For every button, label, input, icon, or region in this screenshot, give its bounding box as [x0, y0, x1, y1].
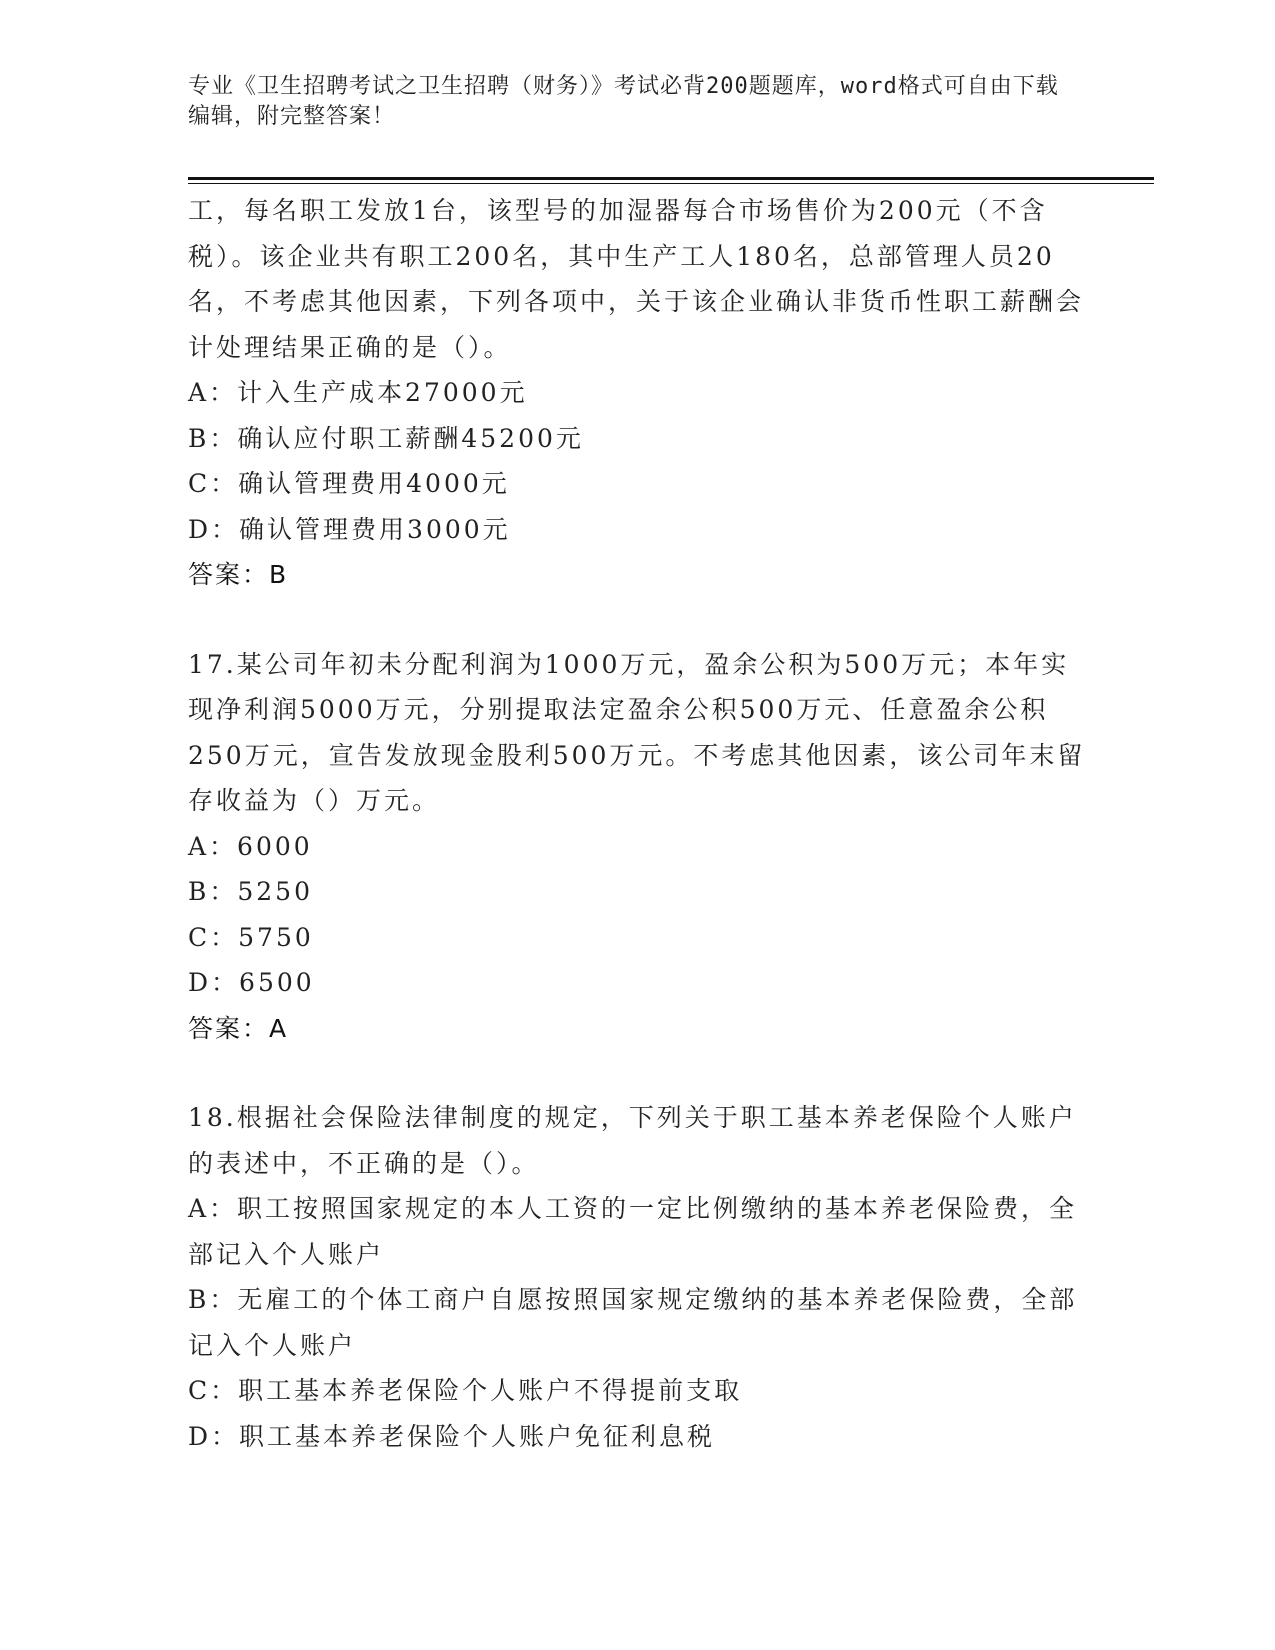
option-c: C：确认管理费用4000元 — [188, 469, 510, 498]
question-17 — [188, 642, 1088, 1052]
option-d: D：职工基本养老保险个人账户免征利息税 — [188, 1421, 716, 1451]
option-c: C：5750 — [188, 922, 314, 952]
option-b: B：5250 — [188, 877, 313, 906]
option-c: C：职工基本养老保险个人账户不得提前支取 — [188, 1376, 743, 1405]
option-b: B：无雇工的个体工商户自愿按照国家规定缴纳的基本养老保险费，全部记入个人账户 — [188, 1285, 1078, 1360]
option-d: D：6500 — [188, 968, 315, 997]
question-stem: 18.根据社会保险法律制度的规定，下列关于职工基本养老保险个人账户的表述中，不正确的是（）。 — [188, 1103, 1077, 1178]
question-16-continued — [188, 188, 1088, 598]
option-b: B：确认应付职工薪酬45200元 — [188, 423, 584, 453]
question-stem: 17.某公司年初未分配利润为1000万元，盈余公积为500万元；本年实现净利润5000万元，分别提取法定盈余公积500万元、任意盈余公积250万元，宣告发放现金股利500万元。不考虑其他因素，该公司年末留存收益为（）万元。 — [188, 649, 1086, 815]
answer-line: 答案：B — [188, 560, 289, 589]
option-a: A：6000 — [188, 831, 313, 861]
header-rule-thick — [188, 177, 1154, 180]
header-rule-thin — [188, 183, 1154, 184]
document-header: 专业《卫生招聘考试之卫生招聘（财务）》考试必背200题题库，word格式可自由下载编辑，附完整答案！ — [188, 74, 1059, 129]
option-d: D：确认管理费用3000元 — [188, 514, 511, 544]
question-stem: 工，每名职工发放1台，该型号的加湿器每合市场售价为200元（不含税）。该企业共有职工200名，其中生产工人180名，总部管理人员20名，不考虑其他因素，下列各项中，关于该企业确认非货币性职工薪酬会计处理结果正确的是（）。 — [188, 196, 1085, 362]
question-list — [188, 188, 1088, 1459]
answer-line: 答案：A — [188, 1013, 289, 1043]
option-a: A：计入生产成本27000元 — [188, 378, 528, 407]
question-18 — [188, 1095, 1088, 1459]
option-a: A：职工按照国家规定的本人工资的一定比例缴纳的基本养老保险费，全部记入个人账户 — [188, 1194, 1078, 1269]
